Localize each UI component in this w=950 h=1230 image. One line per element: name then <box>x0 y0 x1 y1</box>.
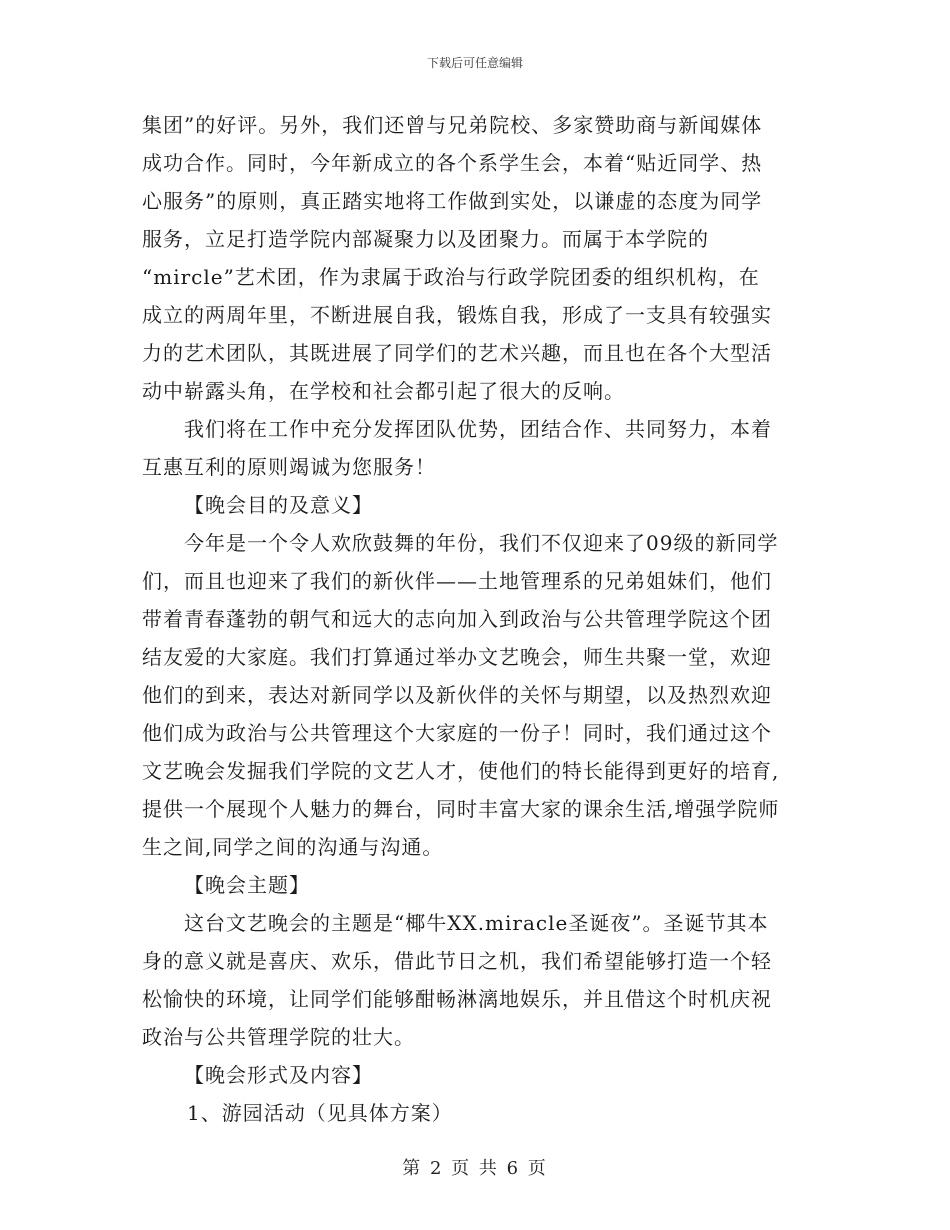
body-line: 成立的两周年里，不断进展自我，锻炼自我，形成了一支具有较强实 <box>142 303 772 327</box>
body-line: 他们成为政治与公共管理这个大家庭的一份子！同时，我们通过这个 <box>142 721 772 745</box>
body-line: 服务，立足打造学院内部凝聚力以及团聚力。而属于本学院的 <box>142 227 709 251</box>
paragraph-start-line: 这台文艺晚会的主题是“椰牛XX.miracle圣诞夜”。圣诞节其本 <box>184 911 769 935</box>
body-line: 结友爱的大家庭。我们打算通过举办文艺晚会，师生共聚一堂，欢迎 <box>142 645 772 669</box>
body-line: 集团”的好评。另外，我们还曾与兄弟院校、多家赞助商与新闻媒体 <box>142 113 763 137</box>
section-heading-format: 【晚会形式及内容】 <box>184 1063 373 1087</box>
body-line: 身的意义就是喜庆、欢乐，借此节日之机，我们希望能够打造一个轻 <box>142 949 772 973</box>
page-number: 第 2 页 共 6 页 <box>402 1158 548 1179</box>
body-line: 松愉快的环境，让同学们能够酣畅淋漓地娱乐，并且借这个时机庆祝 <box>142 987 772 1011</box>
body-line: 政治与公共管理学院的壮大。 <box>142 1025 415 1049</box>
body-line: 他们的到来，表达对新同学以及新伙伴的关怀与期望，以及热烈欢迎 <box>142 683 772 707</box>
page-header-note: 下载后可任意编辑 <box>426 56 523 70</box>
body-line: 动中崭露头角，在学校和社会都引起了很大的反响。 <box>142 379 625 403</box>
paragraph-start-line: 今年是一个令人欢欣鼓舞的年份，我们不仅迎来了09级的新同学 <box>184 531 779 555</box>
list-item: 1、游园活动（见具体方案） <box>187 1101 453 1125</box>
body-line: 们，而且也迎来了我们的新伙伴——土地管理系的兄弟姐妹们，他们 <box>142 569 772 593</box>
paragraph-start-line: 我们将在工作中充分发挥团队优势，团结合作、共同努力，本着 <box>184 417 772 441</box>
body-line: 心服务”的原则，真正踏实地将工作做到实处，以谦虚的态度为同学 <box>142 189 763 213</box>
body-line: 带着青春蓬勃的朝气和远大的志向加入到政治与公共管理学院这个团 <box>142 607 772 631</box>
body-line: 互惠互利的原则竭诚为您服务！ <box>142 455 436 479</box>
body-line: 提供一个展现个人魅力的舞台，同时丰富大家的课余生活,增强学院师 <box>142 797 780 821</box>
body-line: 生之间,同学之间的沟通与沟通。 <box>142 835 444 859</box>
section-heading-theme: 【晚会主题】 <box>184 873 310 897</box>
document-body <box>142 106 802 1132</box>
section-heading-purpose: 【晚会目的及意义】 <box>184 493 373 517</box>
body-line: 成功合作。同时，今年新成立的各个系学生会，本着“贴近同学、热 <box>142 151 763 175</box>
body-line: “mircle”艺术团，作为隶属于政治与行政学院团委的组织机构，在 <box>142 265 760 289</box>
body-line: 力的艺术团队，其既进展了同学们的艺术兴趣，而且也在各个大型活 <box>142 341 772 365</box>
body-line: 文艺晚会发掘我们学院的文艺人才，使他们的特长能得到更好的培育, <box>142 759 780 783</box>
